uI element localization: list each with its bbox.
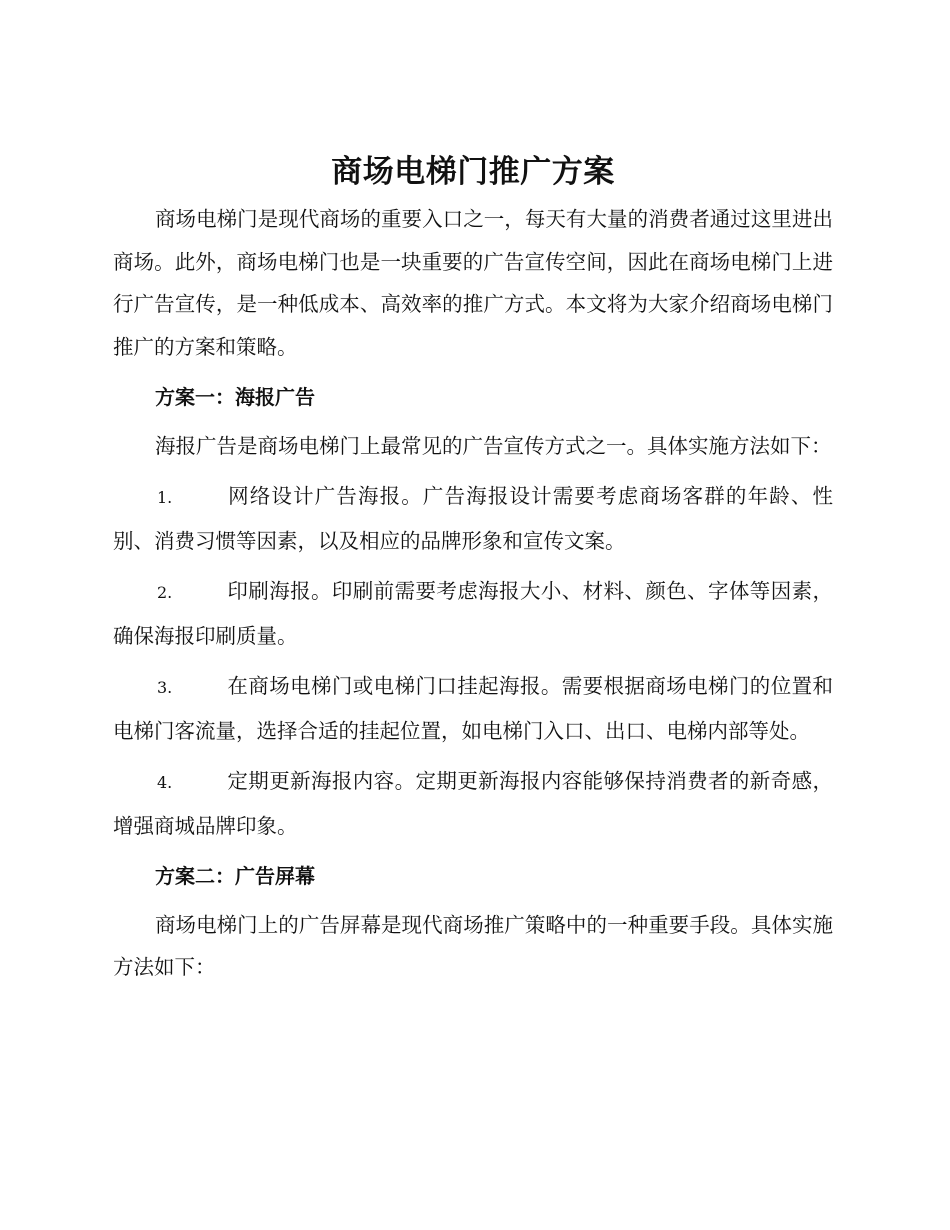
list-item-number: 4. [157,773,173,792]
list-item-number: 1. [157,488,173,507]
document-title: 商场电梯门推广方案 [331,154,615,190]
list-item-number: 2. [157,583,173,602]
list-item-number: 3. [157,678,173,697]
intro-paragraph: 商场电梯门是现代商场的重要入口之一，每天有大量的消费者通过这里进出商场。此外，商场电梯门也是一块重要的广告宣传空间，因此在商场电梯门上进行广告宣传，是一种低成本、高效率的推广方式。本文将为大家介绍商场电梯门推广的方案和策略。 [113,207,833,359]
document-page [113,152,833,989]
list-item [113,570,833,657]
list-item-text: 印刷海报。印刷前需要考虑海报大小、材料、颜色、字体等因素，确保海报印刷质量。 [113,579,833,648]
list-item [113,760,833,847]
section2-heading: 方案二：广告屏幕 [155,864,315,888]
list-item-text: 网络设计广告海报。广告海报设计需要考虑商场客群的年龄、性别、消费习惯等因素，以及相应的品牌形象和宣传文案。 [113,484,833,553]
list-item-text: 定期更新海报内容。定期更新海报内容能够保持消费者的新奇感，增强商城品牌印象。 [113,769,833,838]
section1-heading: 方案一：海报广告 [155,385,315,409]
list-item-text: 在商场电梯门或电梯门口挂起海报。需要根据商场电梯门的位置和电梯门客流量，选择合适的挂起位置，如电梯门入口、出口、电梯内部等处。 [113,674,833,743]
list-item [113,665,833,752]
list-item [113,475,833,562]
section2-description: 商场电梯门上的广告屏幕是现代商场推广策略中的一种重要手段。具体实施方法如下： [113,912,833,979]
section1-description: 海报广告是商场电梯门上最常见的广告宣传方式之一。具体实施方法如下： [155,433,832,458]
